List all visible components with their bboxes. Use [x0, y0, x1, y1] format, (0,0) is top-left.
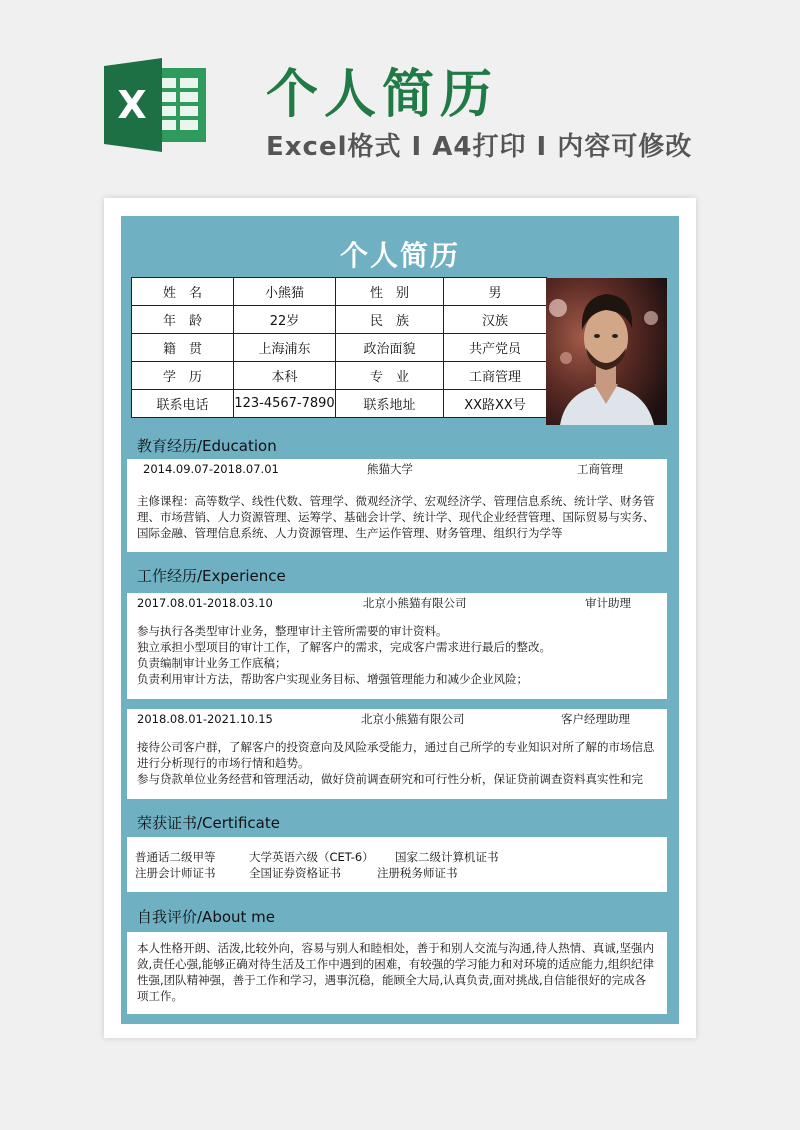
excel-logo-icon [104, 58, 206, 152]
work-1-line: 负责编制审计业务工作底稿； [137, 656, 287, 670]
work-2-description[interactable] [127, 739, 667, 787]
education-courses[interactable]: 主修课程：高等数学、线性代数、管理学、微观经济学、宏观经济学、管理信息系统、统计学、财务管理、市场营销、人力资源管理、运筹学、基础会计学、统计学、现代企业经营管理、国际贸易与实务、国际金融、管理信息系统、人力资源管理、生产运作管理、财务管理、组织行为学等 [137, 494, 655, 540]
value-gender[interactable]: 男 [444, 278, 547, 306]
work-title: 工作经历/Experience [137, 567, 286, 585]
about-title: 自我评价/About me [137, 908, 276, 926]
value-degree[interactable]: 本科 [234, 362, 336, 390]
education-title: 教育经历/Education [137, 437, 277, 455]
person-photo [546, 278, 667, 425]
label-degree[interactable]: 学 历 [132, 362, 234, 390]
basic-info-table [131, 277, 547, 418]
label-ethnicity[interactable]: 民 族 [336, 306, 444, 334]
cert-cpa[interactable]: 注册会计师证书 [135, 866, 216, 880]
work-2-company[interactable]: 北京小熊猫有限公司 [361, 712, 465, 726]
value-address[interactable]: XX路XX号 [444, 390, 547, 418]
label-phone[interactable]: 联系电话 [132, 390, 234, 418]
value-ethnicity[interactable]: 汉族 [444, 306, 547, 334]
work-2-period[interactable]: 2018.08.01-2021.10.15 [137, 712, 273, 726]
education-period[interactable]: 2014.09.07-2018.07.01 [143, 462, 279, 476]
work-1-description[interactable] [127, 623, 667, 687]
svg-text:X: X [117, 83, 147, 127]
value-phone[interactable]: 123-4567-7890 [234, 390, 336, 418]
work-row [127, 593, 667, 611]
certificate-title: 荣获证书/Certificate [137, 814, 280, 832]
label-age[interactable]: 年 龄 [132, 306, 234, 334]
work-1-company[interactable]: 北京小熊猫有限公司 [363, 596, 467, 610]
certificate-row [127, 865, 667, 881]
table-row [132, 362, 547, 390]
value-name[interactable]: 小熊猫 [234, 278, 336, 306]
label-major[interactable]: 专 业 [336, 362, 444, 390]
table-row [132, 278, 547, 306]
work-box-1 [127, 593, 667, 699]
header-title: 个人简历 [266, 65, 499, 125]
education-major[interactable]: 工商管理 [577, 462, 623, 476]
resume-title: 个人简历 [339, 239, 460, 272]
label-political-status[interactable]: 政治面貌 [336, 334, 444, 362]
certificate-row [127, 849, 667, 865]
education-row [127, 459, 667, 477]
value-political-status[interactable]: 共产党员 [444, 334, 547, 362]
cert-securities[interactable]: 全国证券资格证书 [249, 866, 341, 880]
label-name[interactable]: 姓 名 [132, 278, 234, 306]
education-school[interactable]: 熊猫大学 [367, 462, 413, 476]
work-1-position[interactable]: 审计助理 [585, 596, 631, 610]
work-1-period[interactable]: 2017.08.01-2018.03.10 [137, 596, 273, 610]
education-box [127, 459, 667, 552]
header-subtitle: Excel格式 I A4打印 I 内容可修改 [266, 132, 693, 162]
label-address[interactable]: 联系地址 [336, 390, 444, 418]
cert-tax[interactable]: 注册税务师证书 [377, 866, 458, 880]
value-major[interactable]: 工商管理 [444, 362, 547, 390]
about-text[interactable]: 本人性格开朗、活泼,比较外向，容易与别人和睦相处，善于和别人交流与沟通,待人热情、真诚,坚强内敛,责任心强,能够正确对待生活及工作中遇到的困难，有较强的学习能力和对环境的适应能力,组织纪律性强,团队精神强，善于工作和学习，遇事沉稳，能顾全大局,认真负责,面对挑战,自信能很好的完成各项工作。 [137, 941, 654, 1003]
value-age[interactable]: 22岁 [234, 306, 336, 334]
certificate-box [127, 837, 667, 892]
work-box-2 [127, 709, 667, 799]
value-native-place[interactable]: 上海浦东 [234, 334, 336, 362]
work-2-line: 接待公司客户群，了解客户的投资意向及风险承受能力，通过自己所学的专业知识对所了解的市场信息进行分析现行的市场行情和趋势。 [137, 740, 655, 770]
work-1-line: 参与执行各类型审计业务，整理审计主管所需要的审计资料。 [137, 624, 448, 638]
work-row [127, 709, 667, 727]
resume-sheet [121, 216, 679, 1024]
page-header [0, 0, 800, 190]
cert-computer[interactable]: 国家二级计算机证书 [395, 850, 499, 864]
about-box [127, 932, 667, 1014]
work-2-position[interactable]: 客户经理助理 [561, 712, 630, 726]
label-gender[interactable]: 性 别 [336, 278, 444, 306]
work-1-line: 负责利用审计方法，帮助客户实现业务目标、增强管理能力和减少企业风险； [137, 672, 528, 686]
cert-mandarin[interactable]: 普通话二级甲等 [135, 850, 216, 864]
label-native-place[interactable]: 籍 贯 [132, 334, 234, 362]
table-row [132, 390, 547, 418]
table-row [132, 334, 547, 362]
table-row [132, 306, 547, 334]
work-1-line: 独立承担小型项目的审计工作，了解客户的需求，完成客户需求进行最后的整改。 [137, 640, 551, 654]
cert-cet6[interactable]: 大学英语六级（CET-6） [249, 850, 374, 864]
work-2-line: 参与贷款单位业务经营和管理活动，做好贷前调查研究和可行性分析，保证贷前调查资料真实性和完 [137, 772, 643, 786]
